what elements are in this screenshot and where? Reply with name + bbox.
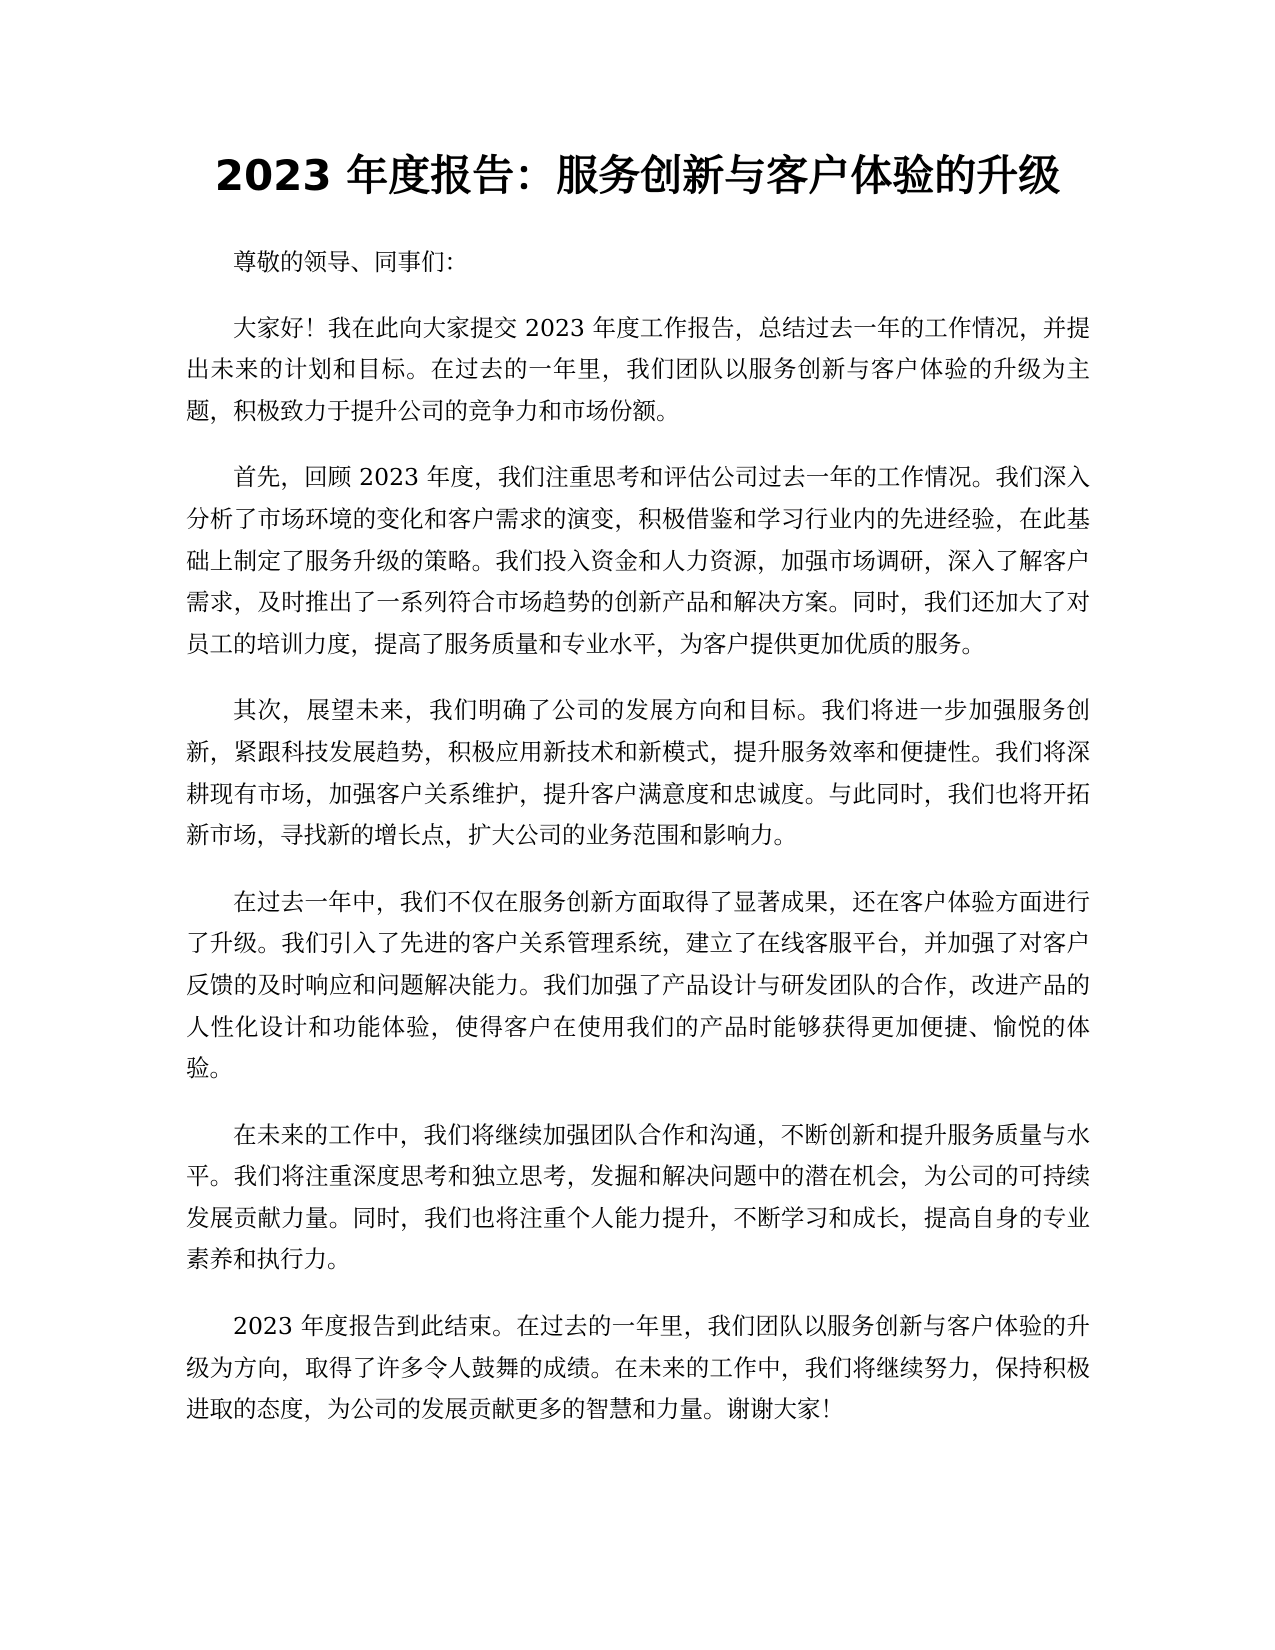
closing-paragraph: 2023 年度报告到此结束。在过去的一年里，我们团队以服务创新与客户体验的升级为方向，取得了许多令人鼓舞的成绩。在未来的工作中，我们将继续努力，保持积极进取的态度，为公司的发展贡献更多的智慧和力量。谢谢大家！ (186, 1312, 1090, 1424)
body-paragraph: 在过去一年中，我们不仅在服务创新方面取得了显著成果，还在客户体验方面进行了升级。我们引入了先进的客户关系管理系统，建立了在线客服平台，并加强了对客户反馈的及时响应和问题解决能力。我们加强了产品设计与研发团队的合作，改进产品的人性化设计和功能体验，使得客户在使用我们的产品时能够获得更加便捷、愉悦的体验。 (186, 887, 1090, 1083)
body-paragraph: 其次，展望未来，我们明确了公司的发展方向和目标。我们将进一步加强服务创新，紧跟科技发展趋势，积极应用新技术和新模式，提升服务效率和便捷性。我们将深耕现有市场，加强客户关系维护，提升客户满意度和忠诚度。与此同时，我们也将开拓新市场，寻找新的增长点，扩大公司的业务范围和影响力。 (186, 696, 1090, 850)
body-paragraph: 大家好！我在此向大家提交 2023 年度工作报告，总结过去一年的工作情况，并提出未来的计划和目标。在过去的一年里，我们团队以服务创新与客户体验的升级为主题，积极致力于提升公司的竞争力和市场份额。 (186, 313, 1090, 425)
document-body (186, 242, 1090, 1456)
document-title: 2023 年度报告：服务创新与客户体验的升级 (214, 151, 1061, 200)
body-paragraph: 首先，回顾 2023 年度，我们注重思考和评估公司过去一年的工作情况。我们深入分析了市场环境的变化和客户需求的演变，积极借鉴和学习行业内的先进经验，在此基础上制定了服务升级的策略。我们投入资金和人力资源，加强市场调研，深入了解客户需求，及时推出了一系列符合市场趋势的创新产品和解决方案。同时，我们还加大了对员工的培训力度，提高了服务质量和专业水平，为客户提供更加优质的服务。 (186, 463, 1090, 658)
body-paragraph: 在未来的工作中，我们将继续加强团队合作和沟通，不断创新和提升服务质量与水平。我们将注重深度思考和独立思考，发掘和解决问题中的潜在机会，为公司的可持续发展贡献力量。同时，我们也将注重个人能力提升，不断学习和成长，提高自身的专业素养和执行力。 (186, 1120, 1090, 1274)
greeting-paragraph: 尊敬的领导、同事们： (233, 248, 468, 276)
